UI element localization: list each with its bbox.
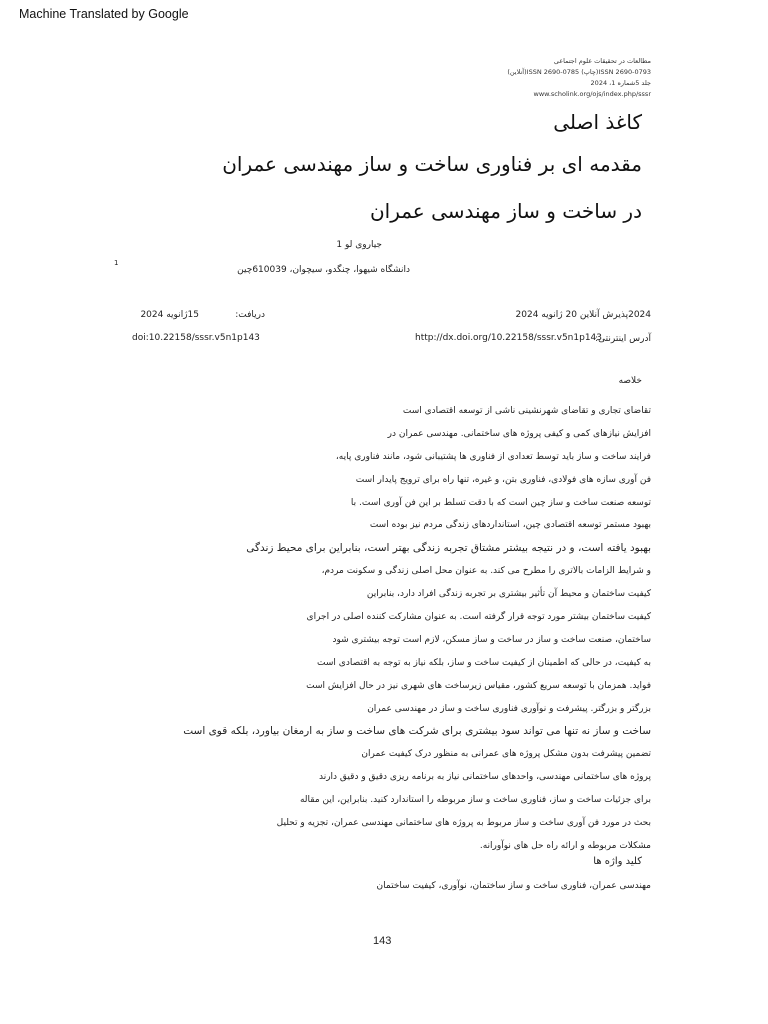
received-date: 15ژانویه 2024 (140, 310, 199, 320)
page-number: 143 (373, 935, 392, 947)
doi[interactable]: doi:10.22158/sssr.v5n1p143 (132, 333, 260, 343)
abstract-line: توسعه صنعت ساخت و ساز چین است که با دقت تسلط بر این فن آوری است. با (350, 497, 651, 508)
keywords: مهندسی عمران، فناوری ساخت و ساز ساختمان، نوآوری، کیفیت ساختمان (376, 881, 651, 891)
machine-translation-banner: Machine Translated by Google (19, 7, 189, 21)
abstract-line: کیفیت ساختمان و محیط آن تأثیر بیشتری بر تجربه زندگی افراد دارد، بنابراین (366, 589, 651, 600)
journal-volume: جلد 5شماره 1، 2024 (590, 79, 651, 87)
abstract-line: تضمین پیشرفت بدون مشکل پروژه های عمرانی به منظور درک کیفیت عمران (361, 749, 651, 760)
published-online: 2024پذیرش آنلاین 20 ژانویه 2024 (515, 310, 651, 320)
author: جیاروی لو 1 (336, 240, 382, 250)
abstract-line: بهبود یافته است، و در نتیجه بیشتر مشتاق تجربه زندگی بهتر است، بنابراین برای محیط زندگی (246, 542, 651, 555)
affiliation: دانشگاه شیهوا، چنگدو، سیچوان، 610039چین (237, 265, 410, 275)
keywords-heading: کلید واژه ها (593, 856, 642, 867)
url-label: آدرس اینترنتی: (595, 334, 651, 344)
paper-title-line-1: مقدمه ای بر فناوری ساخت و ساز مهندسی عمران (222, 152, 642, 176)
abstract-line: فرایند ساخت و ساز باید توسط تعدادی از فناوری ها پشتیبانی شود، مانند فناوری پایه، (335, 451, 651, 462)
abstract-body (91, 400, 651, 858)
abstract-line: افزایش نیازهای کمی و کیفی پروژه های ساختمانی. مهندسی عمران در (387, 428, 651, 439)
paper-title-line-2: در ساخت و ساز مهندسی عمران (369, 199, 642, 223)
abstract-line: و شرایط الزامات بالاتری را مطرح می کند. به عنوان محل اصلی زندگی و سکونت مردم، (321, 566, 651, 577)
paper-type: کاغذ اصلی (553, 110, 642, 134)
journal-issn: (آنلاین)ISSN 2690-0785 (چاپ)ISSN 2690-0793 (507, 68, 651, 76)
abstract-line: ساختمان، صنعت ساخت و ساز در ساخت و ساز مسکن، لازم است توجه بیشتری شود (332, 634, 651, 645)
abstract-line: ساخت و ساز نه تنها می تواند سود بیشتری برای شرکت های ساخت و ساز به ارمغان بیاورد، بلکه قوی است (183, 725, 651, 738)
abstract-line: به کیفیت، در حالی که اطمینان از کیفیت ساخت و ساز، بلکه نیاز به توجه به اقتصادی است (317, 657, 651, 668)
received-label: دریافت: (235, 310, 265, 320)
abstract-line: فواید. همزمان با توسعه سریع کشور، مقیاس زیرساخت های شهری نیز در حال افزایش است (306, 680, 651, 691)
journal-header (507, 56, 651, 100)
abstract-line: کیفیت ساختمان بیشتر مورد توجه قرار گرفته است. به عنوان مشارکت کننده اصلی در اجرای (306, 612, 651, 623)
abstract-line: بحث در مورد فن آوری ساخت و ساز مربوط به پروژه های ساختمانی مهندسی عمران، تجزیه و تحلیل (276, 818, 651, 829)
journal-url[interactable]: www.scholink.org/ojs/index.php/sssr (533, 90, 651, 98)
abstract-line: برای جزئیات ساخت و ساز، فناوری ساخت و ساز مربوطه را استاندارد کنید. بنابراین، این مقاله (299, 795, 651, 806)
abstract-line: بهبود مستمر توسعه اقتصادی چین، استانداردهای زندگی مردم نیز بوده است (369, 520, 651, 531)
abstract-heading: خلاصه (618, 376, 642, 386)
abstract-line: فن آوری سازه های فولادی، فناوری بتن، و غیره، تنها راه برای ترویج پایدار است (355, 474, 651, 485)
journal-name: مطالعات در تحقیقات علوم اجتماعی (553, 57, 651, 65)
url-link[interactable]: http://dx.doi.org/10.22158/sssr.v5n1p143 (415, 333, 602, 343)
abstract-line: پروژه های ساختمانی مهندسی، واحدهای ساختمانی نیاز به برنامه ریزی دقیق و دقیق دارند (318, 772, 651, 783)
abstract-line: تقاضای تجاری و تقاضای شهرنشینی ناشی از توسعه اقتصادی است (402, 406, 651, 416)
abstract-line: مشکلات مربوطه و ارائه راه حل های نوآورانه. (479, 840, 651, 851)
affiliation-footnote-mark: 1 (114, 259, 119, 267)
abstract-line: بزرگتر و بزرگتر. پیشرفت و نوآوری فناوری ساخت و ساز در مهندسی عمران (367, 703, 651, 714)
